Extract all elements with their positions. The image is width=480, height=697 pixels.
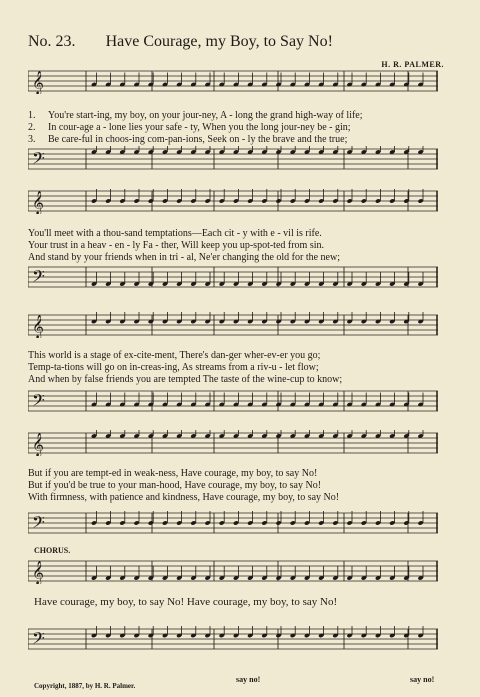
staff-lines [28,626,438,652]
staff-lines [28,558,438,584]
echo-lyric: say no! [410,675,435,684]
lyrics-block [28,110,438,146]
svg-text:𝄢: 𝄢 [32,512,45,536]
lyric-line: But if you'd be true to your man-hood, Have courage, my boy, to say No! [28,480,322,491]
hymn-number: No. 23. [28,33,76,50]
lyric-line: But if you are tempt-ed in weak-ness, Have courage, my boy, to say No! [28,468,318,479]
lyric-line: 2. In cour-age a - lone lies your safe - ty, When you the long jour-ney be - gin; [28,122,351,133]
treble-staff [28,430,438,456]
staff-lines [28,264,438,290]
bass-staff [28,388,438,414]
svg-text:𝄢: 𝄢 [32,266,45,290]
lyrics-block [28,350,438,386]
staff-lines [28,146,438,172]
svg-text:𝄢: 𝄢 [32,628,45,652]
lyric-line: This world is a stage of ex-cite-ment, There's dan-ger wher-ev-er you go; [28,350,321,361]
lyric-line: And when by false friends you are tempted The taste of the wine-cup to know; [28,374,343,385]
lyric-line: Temp-ta-tions will go on in-creas-ing, As streams from a riv-u - let flow; [28,362,319,373]
hymn-title: Have Courage, my Boy, to Say No! [105,33,333,50]
staff-lines [28,388,438,414]
treble-staff [28,68,438,94]
svg-text:𝄢: 𝄢 [32,148,45,172]
bass-staff [28,626,438,652]
lyric-line: And stand by your friends when in tri - al, Ne'er changing the old for the new; [28,252,340,263]
lyrics-block [28,228,438,264]
svg-text:𝄞: 𝄞 [32,70,44,94]
chorus-lyric: Have courage, my boy, to say No! Have courage, my boy, to say No! [34,596,338,608]
svg-text:𝄞: 𝄞 [32,432,44,456]
lyric-line: 3. Be care-ful in choos-ing com-pan-ions, Seek on - ly the brave and the true; [28,134,348,145]
lyric-line: With firmness, with patience and kindness, Have courage, my boy, to say No! [28,492,340,503]
svg-text:𝄞: 𝄞 [32,560,44,584]
lyric-line: 1. You're start-ing, my boy, on your jour-ney, A - long the grand high-way of life; [28,110,363,121]
svg-text:𝄢: 𝄢 [32,390,45,414]
svg-text:𝄞: 𝄞 [32,190,44,214]
lyrics-block [28,468,438,504]
svg-text:𝄞: 𝄞 [32,314,44,338]
staff-lines [28,188,438,214]
copyright-notice: Copyright, 1887, by H. R. Palmer. [34,682,136,690]
chorus-label: CHORUS. [34,546,71,555]
treble-staff [28,188,438,214]
treble-staff [28,558,438,584]
treble-staff [28,312,438,338]
staff-lines [28,312,438,338]
bass-staff [28,510,438,536]
lyric-line: Your trust in a heav - en - ly Fa - ther, Will keep you up-spot-ted from sin. [28,240,325,251]
echo-lyric: say no! [236,675,261,684]
staff-lines [28,430,438,456]
bass-staff [28,146,438,172]
staff-lines [28,510,438,536]
staff-lines [28,68,438,94]
composer-credit: H. R. PALMER. [381,60,444,69]
bass-staff [28,264,438,290]
lyric-line: You'll meet with a thou-sand temptations—Each cit - y with e - vil is rife. [28,228,322,239]
hymn-header [28,33,333,51]
